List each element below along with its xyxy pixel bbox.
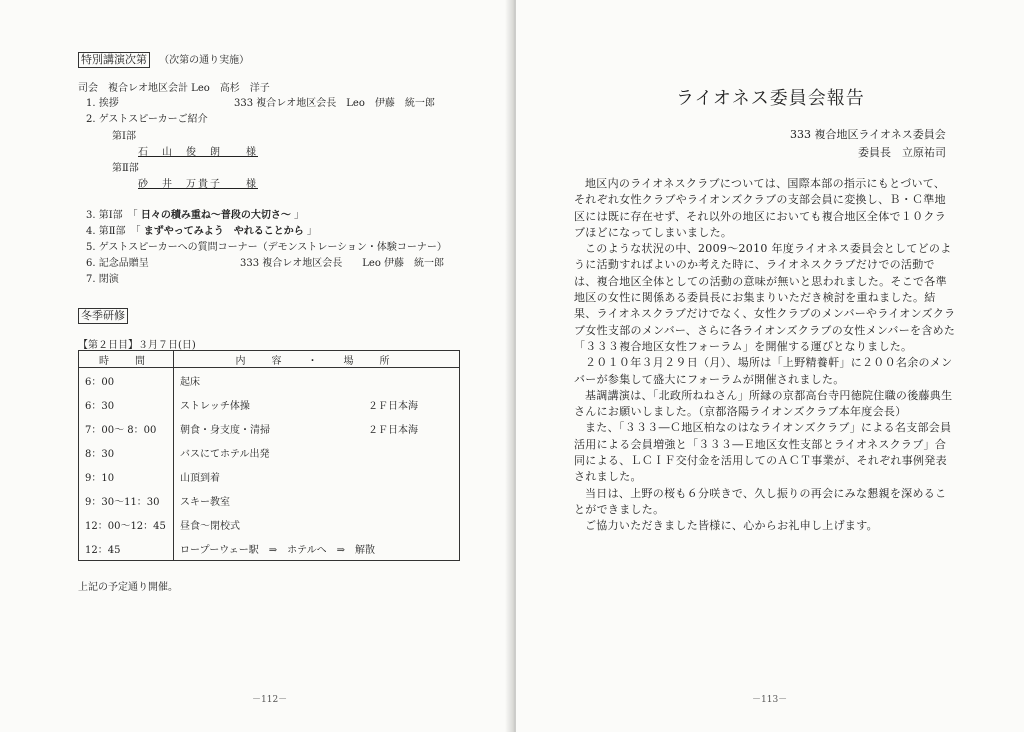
row-time: 8：30 bbox=[79, 440, 174, 464]
table-row bbox=[79, 416, 460, 440]
paragraph: このような状況の中、2009～2010 年度ライオネス委員会としてどのように活動すればよいのか考えた時に、ライオネスクラブだけでの活動では、複合地区全体としての活動の意味が無いと思われました。そこで各準地区の女性に関係ある委員長にお集まりいただき検討を重ねました。結果、ライオネスクラブだけでなく、女性クラブのメンバーやライオンズクラブ女性支部のメンバー、さらに各ライオンズクラブの女性メンバーを含めた「３３３複合地区女性フォーラム」を開催する運びとなりました。 bbox=[574, 242, 956, 353]
paragraph: ２０１０年３月２９日（月）、場所は「上野精養軒」に２００名余のメンバーが参集して盛大にフォーラムが開催されました。 bbox=[574, 356, 953, 386]
item-3-label: 3. 第Ⅰ部 「 bbox=[86, 210, 138, 221]
report-organization: 333 複合地区ライオネス委員会 bbox=[790, 128, 946, 141]
paragraph: 地区内のライオネスクラブについては、国際本部の指示にもとづいて、それぞれ女性クラブやライオンズクラブの支部会員に変換し、Ｂ・Ｃ準地区には既に存在せず、それ以外の地区においても複合地区全体で１０クラブほどになってしまいました。 bbox=[574, 177, 947, 239]
row-time: 7：00～ 8：00 bbox=[79, 416, 174, 440]
row-time: 9：30～11：30 bbox=[79, 488, 174, 512]
schedule-header-row bbox=[79, 351, 460, 368]
schedule-footnote: 上記の予定通り開催。 bbox=[78, 582, 178, 593]
header-content: 内 容 ・ 場 所 bbox=[174, 351, 460, 368]
section-note: （次第の通り実施） bbox=[159, 55, 250, 66]
row-time: 9：10 bbox=[79, 464, 174, 488]
report-body bbox=[574, 176, 956, 535]
program-mc: 司会 複合レオ地区会計 Leo 高杉 洋子 bbox=[78, 83, 270, 94]
row-content: スキー教室 bbox=[174, 488, 460, 512]
paragraph: また、「３３３―Ｃ地区柏なのはなライオンズクラブ」による名支部会員活用による会員増強と「３３３―Ｅ地区女性支部とライオネスクラブ」合同による、ＬＣＩＦ交付金を活用してのＡＣＴ事業が、それぞれ事例発表されました。 bbox=[574, 421, 952, 484]
program-item-5: 5. ゲストスピーカーへの質問コーナー（デモンストレーション・体験コーナー） bbox=[86, 242, 447, 253]
row-place: ２Ｆ日本海 bbox=[368, 401, 418, 412]
paragraph: 基調講演は、「北政所ねねさん」所縁の京都高台寺円徳院住職の後藤典生さんにお願いしました。（京都洛陽ライオンズクラブ本年度会長） bbox=[574, 388, 953, 419]
table-row bbox=[79, 488, 460, 512]
row-content: ロープーウェー駅 ⇒ ホテルへ ⇒ 解散 bbox=[174, 536, 460, 561]
table-row bbox=[79, 392, 460, 416]
part1-label: 第Ⅰ部 bbox=[112, 131, 136, 142]
program-item-4 bbox=[86, 225, 317, 238]
section-title-lecture: 特別講演次第 bbox=[78, 52, 150, 68]
page-number-left: －112－ bbox=[252, 695, 288, 705]
part1-speaker: 石 山 俊 朗 様 bbox=[138, 147, 258, 158]
program-item-1-detail: 333 複合レオ地区会長 Leo 伊藤 統一郎 bbox=[234, 98, 435, 109]
table-row bbox=[79, 512, 460, 536]
table-row bbox=[79, 536, 460, 561]
item-4-title: まずやってみよう やれることから bbox=[143, 226, 304, 237]
report-chair: 委員長 立原祐司 bbox=[858, 146, 946, 159]
paragraph: ご協力いただきました皆様に、心からお礼申し上げます。 bbox=[585, 519, 878, 533]
table-row bbox=[79, 440, 460, 464]
paragraph: 当日は、上野の桜も６分咲きで、久し振りの再会にみな懇親を深めることができました。 bbox=[574, 486, 947, 516]
row-content: バスにてホテル出発 bbox=[174, 440, 460, 464]
item-4-close: 」 bbox=[306, 226, 317, 237]
schedule-table bbox=[78, 350, 460, 561]
row-content: 昼食～閉校式 bbox=[174, 512, 460, 536]
part2-speaker: 砂 井 万貴子 様 bbox=[138, 179, 258, 190]
program-item-7: 7. 閉演 bbox=[86, 274, 119, 285]
row-time: 12：45 bbox=[79, 536, 174, 561]
special-lecture-heading bbox=[78, 48, 249, 68]
item-3-close: 」 bbox=[294, 210, 305, 221]
row-time: 6：30 bbox=[79, 392, 174, 416]
part2-label: 第Ⅱ部 bbox=[112, 163, 139, 174]
report-title: ライオネス委員会報告 bbox=[676, 88, 865, 109]
program-item-3 bbox=[86, 209, 304, 222]
program-item-6-detail: 333 複合レオ地区会長 Leo 伊藤 統一郎 bbox=[240, 258, 445, 269]
winter-training-heading bbox=[78, 304, 128, 324]
header-time: 時 間 bbox=[79, 351, 174, 368]
row-content: 起床 bbox=[174, 368, 460, 393]
row-content: 山頂到着 bbox=[174, 464, 460, 488]
program-item-6: 6. 記念品贈呈 bbox=[86, 258, 149, 269]
row-content: 朝食・身支度・清掃 ２Ｆ日本海 bbox=[174, 416, 460, 440]
table-row bbox=[79, 368, 460, 393]
table-row bbox=[79, 464, 460, 488]
item-3-title: 日々の積み重ね～普段の大切さ～ bbox=[140, 210, 291, 221]
row-place: ２Ｆ日本海 bbox=[368, 425, 418, 436]
row-content: ストレッチ体操 ２Ｆ日本海 bbox=[174, 392, 460, 416]
row-time: 12：00～12：45 bbox=[79, 512, 174, 536]
row-time: 6：00 bbox=[79, 368, 174, 393]
program-item-2: 2. ゲストスピーカーご紹介 bbox=[86, 114, 208, 125]
item-4-label: 4. 第Ⅱ部 「 bbox=[86, 226, 141, 237]
schedule-date: 【第２日目】３月７日(日) bbox=[78, 340, 196, 351]
program-item-1: 1. 挨拶 bbox=[86, 98, 119, 109]
section-title-winter: 冬季研修 bbox=[78, 308, 128, 324]
page-number-right: －113－ bbox=[752, 695, 788, 705]
